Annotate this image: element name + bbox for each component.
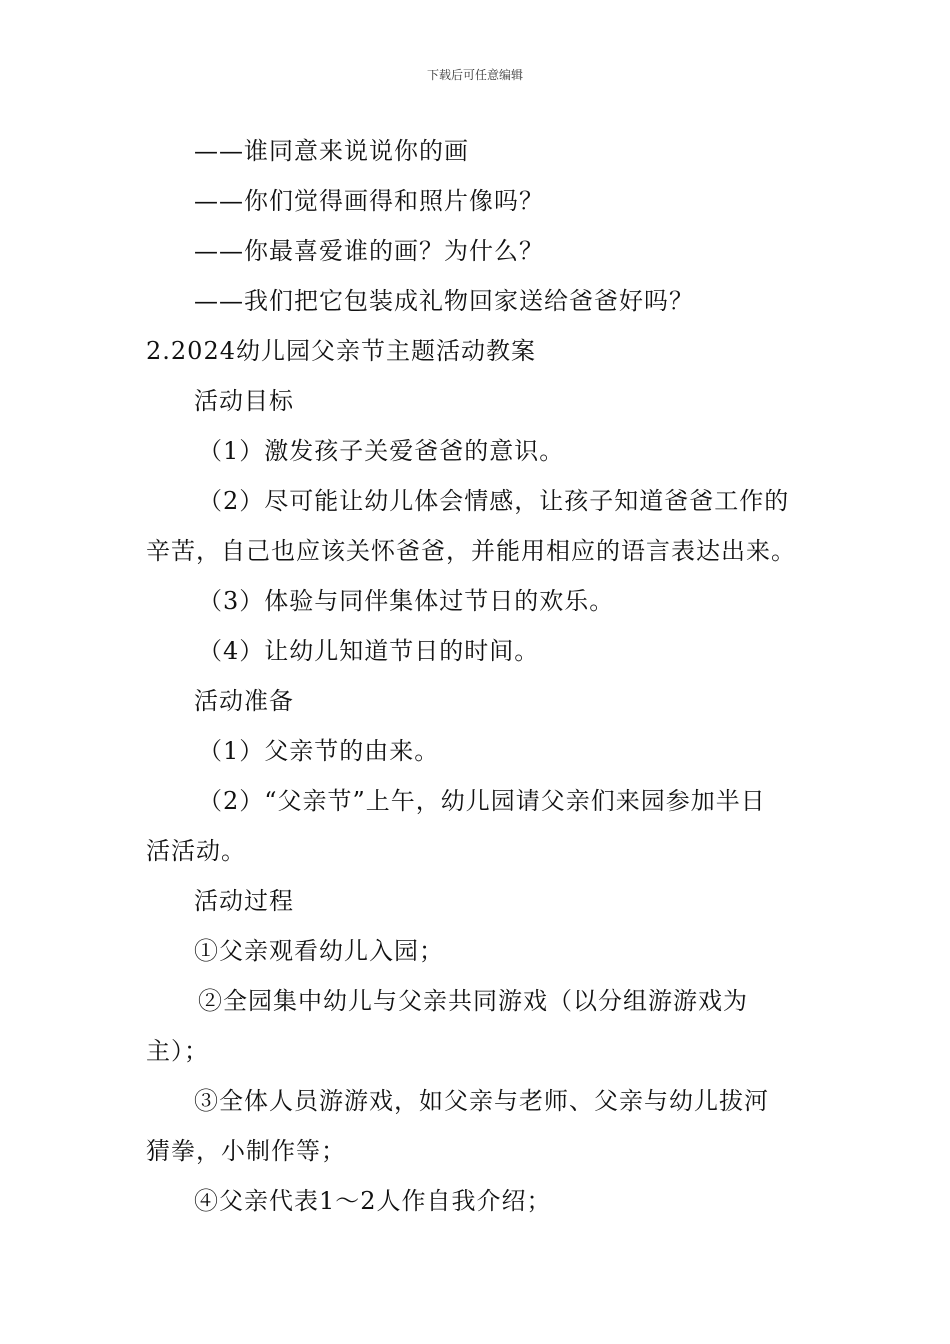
goal-item: （4）让幼儿知道节日的时间。: [198, 637, 540, 665]
preparation-item-continued: 活活动。: [146, 837, 246, 865]
page-header: 下载后可任意编辑: [426, 68, 523, 82]
dialogue-line: ——你最喜爱谁的画？为什么？: [194, 237, 544, 265]
dialogue-line: ——谁同意来说说你的画: [194, 137, 469, 165]
goal-item: （2）尽可能让幼儿体会情感，让孩子知道爸爸工作的: [198, 487, 790, 515]
process-step: ①父亲观看幼儿入园；: [194, 937, 444, 965]
process-step-continued: 猜拳，小制作等；: [146, 1137, 346, 1165]
dialogue-line: ——你们觉得画得和照片像吗？: [194, 187, 544, 215]
process-step: ②全园集中幼儿与父亲共同游戏（以分组游游戏为: [198, 987, 748, 1015]
process-step: ③全体人员游游戏，如父亲与老师、父亲与幼儿拔河: [194, 1087, 769, 1115]
preparation-item: （1）父亲节的由来。: [198, 737, 440, 765]
dialogue-line: ——我们把它包装成礼物回家送给爸爸好吗？: [194, 287, 694, 315]
preparation-item: （2）“父亲节”上午，幼儿园请父亲们来园参加半日: [198, 787, 766, 815]
subheading-process: 活动过程: [194, 887, 294, 915]
goal-item: （3）体验与同伴集体过节日的欢乐。: [198, 587, 615, 615]
process-step-continued: 主）；: [146, 1037, 209, 1065]
process-step: ④父亲代表1～2人作自我介绍；: [194, 1187, 552, 1215]
goal-item: （1）激发孩子关爱爸爸的意识。: [198, 437, 565, 465]
subheading-preparation: 活动准备: [194, 687, 294, 715]
section-heading: 2.2024幼儿园父亲节主题活动教案: [146, 337, 536, 365]
subheading-goals: 活动目标: [194, 387, 294, 415]
goal-item-continued: 辛苦，自己也应该关怀爸爸，并能用相应的语言表达出来。: [146, 537, 796, 565]
document-body: [146, 126, 810, 1226]
